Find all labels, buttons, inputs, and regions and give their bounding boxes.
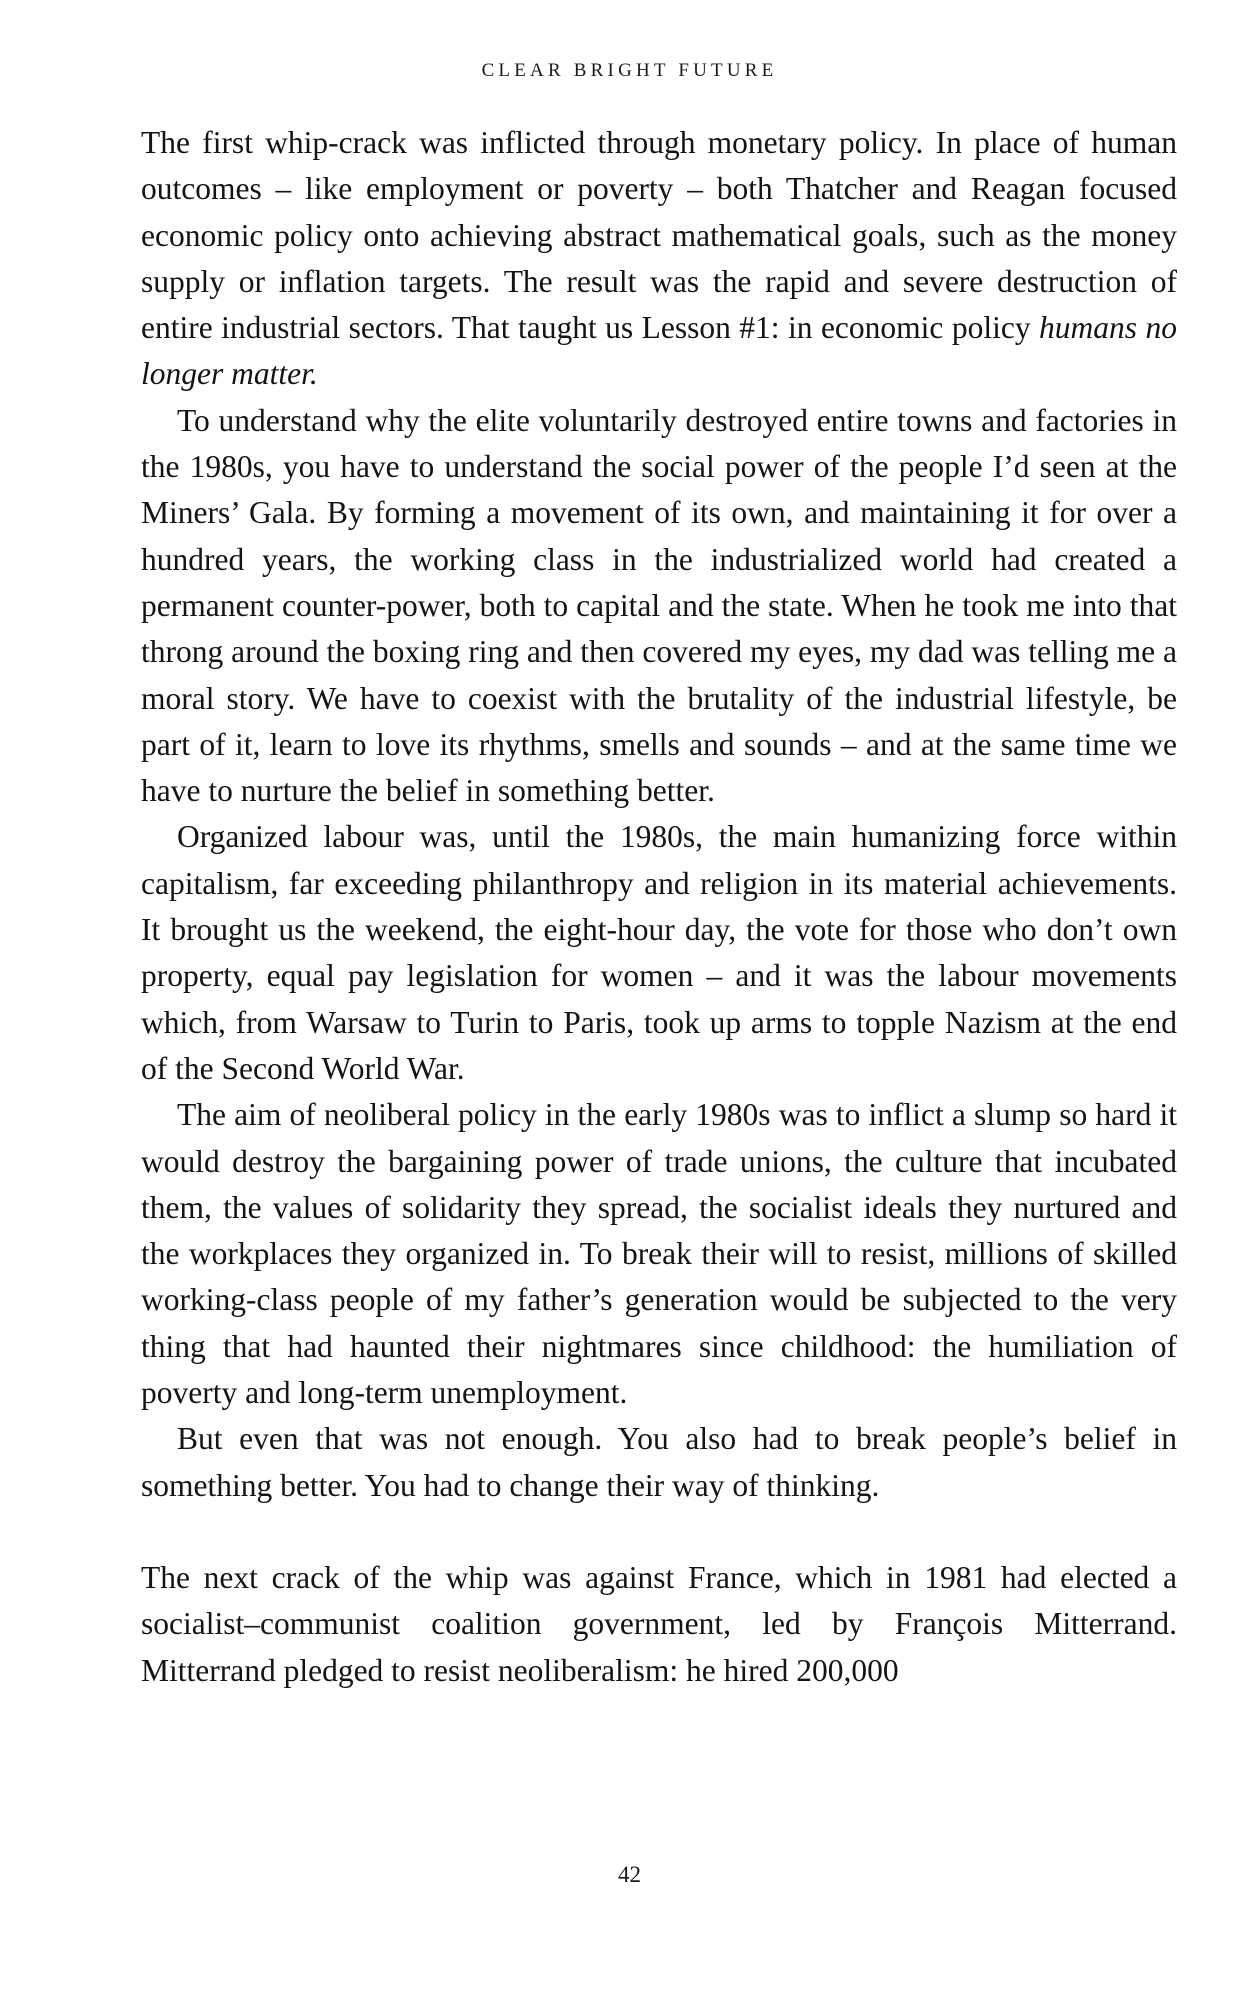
paragraph: To understand why the elite voluntarily destroyed entire towns and factories in the 1980s, you have to understand the social power of the people I’d seen at the Miners’ Gala. By forming a movement of its own, and maintaining it for over a hundred years, the working class in the industrialized world had created a permanent counter-power, both to capital and the state. When he took me into that throng around the boxing ring and then covered my eyes, my dad was telling me a moral story. We have to coexist with the brutality of the industrial lifestyle, be part of it, learn to love its rhythms, smells and sounds – and at the same time we have to nurture the belief in something better. bbox=[141, 402, 1177, 809]
paragraph: The next crack of the whip was against France, which in 1981 had elected a socialist–communist coalition government, led by François Mitterrand. Mitterrand pledged to resist neoliberalism: he hired 200,000 bbox=[141, 1559, 1177, 1688]
paragraph bbox=[141, 120, 1177, 398]
body-text bbox=[141, 120, 1177, 1694]
paragraph: But even that was not enough. You also had to break people’s belief in something better. You had to change their way of thinking. bbox=[141, 1421, 1177, 1503]
emphasis-text: humans no longer matter. bbox=[141, 310, 1177, 392]
paragraph: Organized labour was, until the 1980s, the main humanizing force within capitalism, far exceeding philanthropy and religion in its material achievements. It brought us the weekend, the eight-hour day, the vote for those who don’t own property, equal pay legislation for women – and it was the labour movements which, from Warsaw to Turin to Paris, took up arms to topple Nazism at the end of the Second World War. bbox=[141, 819, 1177, 1086]
paragraph: The aim of neoliberal policy in the early 1980s was to inflict a slump so hard it would destroy the bargaining power of trade unions, the culture that incubated them, the values of solidarity they spread, the socialist ideals they nurtured and the workplaces they organized in. To break their will to resist, millions of skilled working-class people of my father’s generation would be subjected to the very thing that had haunted their nightmares since childhood: the humiliation of poverty and long-term unemployment. bbox=[141, 1097, 1177, 1411]
running-head: CLEAR BRIGHT FUTURE bbox=[481, 60, 778, 81]
page-number: 42 bbox=[618, 1862, 641, 1887]
paragraph-text: The first whip-crack was inflicted through monetary policy. In place of human outcomes – like employment or poverty – both Thatcher and Reagan focused economic policy onto achieving abstract mathematical goals, such as the money supply or inflation targets. The result was the rapid and severe destruction of entire industrial sectors. That taught us Lesson #1: in economic policy bbox=[141, 125, 1177, 346]
